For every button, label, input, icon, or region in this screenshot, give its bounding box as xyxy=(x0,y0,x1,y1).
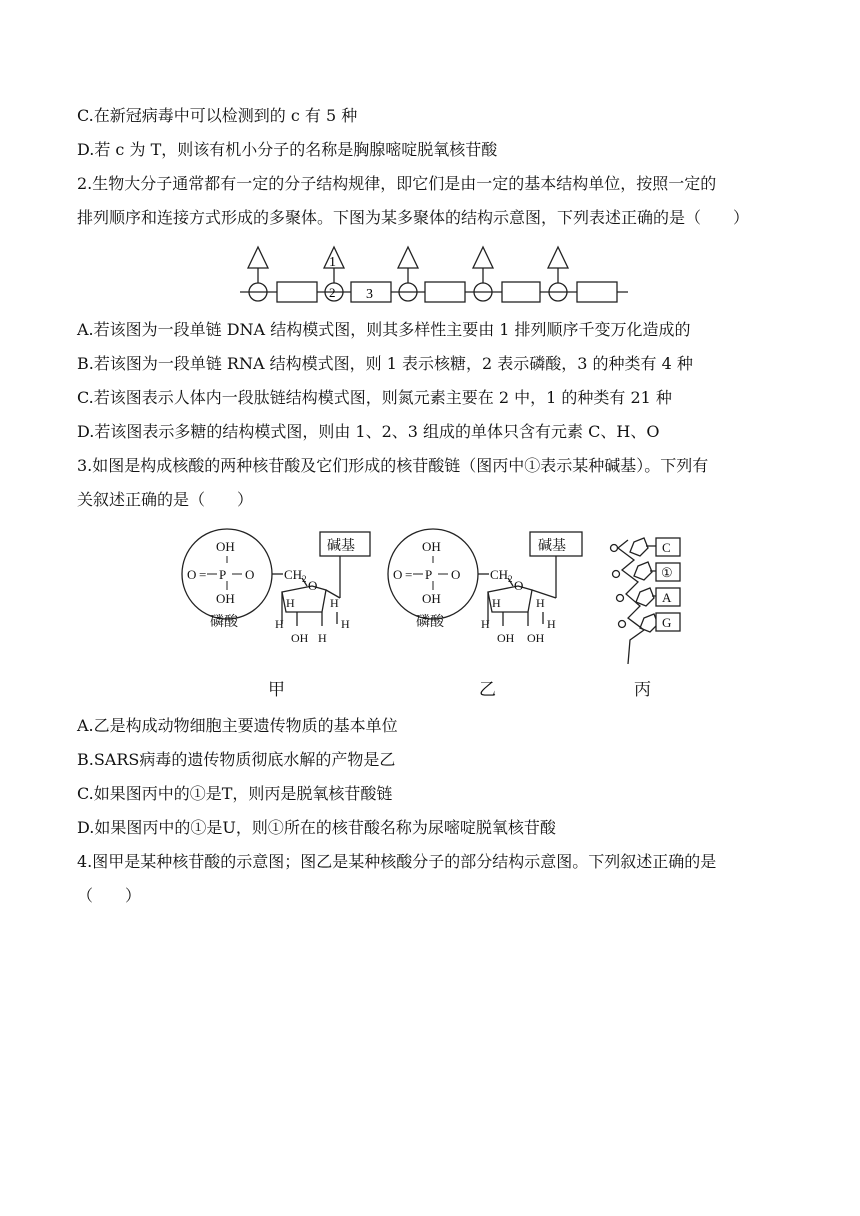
option-c-q1: C.在新冠病毒中可以检测到的 c 有 5 种 xyxy=(77,106,358,125)
svg-text:H: H xyxy=(318,631,327,645)
svg-text:H: H xyxy=(330,596,339,610)
option-a-q3: A.乙是构成动物细胞主要遗传物质的基本单位 xyxy=(77,716,398,735)
svg-text:OH: OH xyxy=(216,591,235,606)
svg-text:=: = xyxy=(199,567,207,582)
svg-text:CH: CH xyxy=(284,567,303,582)
svg-text:P: P xyxy=(219,567,227,582)
option-b-q2: B.若该图为一段单链 RNA 结构模式图，则 1 表示核糖，2 表示磷酸，3 的种类有 4 种 xyxy=(77,354,693,373)
phosphate-label: 磷酸 xyxy=(210,615,238,630)
base-a: A xyxy=(662,590,672,605)
svg-text:=: = xyxy=(405,567,413,582)
option-d-q2: D.若该图表示多糖的结构模式图，则由 1、2、3 组成的单体只含有元素 C、H、O xyxy=(77,422,660,441)
svg-text:OH: OH xyxy=(422,539,441,554)
question-4-stem: 4.图甲是某种核苷酸的示意图；图乙是某种核酸分子的部分结构示意图。下列叙述正确的是 xyxy=(77,852,717,871)
base-label: 碱基 xyxy=(327,539,355,554)
svg-text:O: O xyxy=(393,567,403,582)
option-b-q3: B.SARS病毒的遗传物质彻底水解的产物是乙 xyxy=(77,750,396,769)
caption-yi: 乙 xyxy=(479,680,496,699)
svg-text:OH: OH xyxy=(527,631,545,645)
svg-text:CH: CH xyxy=(490,567,509,582)
base-1: ① xyxy=(661,565,673,580)
question-3-stem: 3.如图是构成核酸的两种核苷酸及它们形成的核苷酸链（图丙中①表示某种碱基）。下列有 xyxy=(77,456,709,475)
question-2-stem-cont: 排列顺序和连接方式形成的多聚体。下图为某多聚体的结构示意图，下列表述正确的是（ ） xyxy=(77,208,750,227)
svg-text:H: H xyxy=(275,617,284,631)
svg-text:O: O xyxy=(308,578,318,593)
svg-text:H: H xyxy=(341,617,350,631)
phosphate-label: 磷酸 xyxy=(416,615,444,630)
svg-text:O: O xyxy=(451,567,461,582)
label-1: 1 xyxy=(329,255,336,270)
svg-text:H: H xyxy=(492,596,501,610)
label-3: 3 xyxy=(366,287,373,302)
svg-text:O: O xyxy=(514,578,524,593)
base-c: C xyxy=(662,540,671,555)
question-2-stem: 2.生物大分子通常都有一定的分子结构规律，即它们是由一定的基本结构单位，按照一定的 xyxy=(77,174,717,193)
svg-text:OH: OH xyxy=(291,631,309,645)
svg-text:OH: OH xyxy=(422,591,441,606)
question-3-stem-cont: 关叙述正确的是（ ） xyxy=(77,490,254,509)
svg-text:P: P xyxy=(425,567,433,582)
option-a-q2: A.若该图为一段单链 DNA 结构模式图，则其多样性主要由 1 排列顺序千变万化造成的 xyxy=(77,320,691,339)
svg-text:H: H xyxy=(547,617,556,631)
label-2: 2 xyxy=(329,285,336,300)
option-c-q2: C.若该图表示人体内一段肽链结构模式图，则氮元素主要在 2 中，1 的种类有 21 种 xyxy=(77,388,672,407)
question-4-bracket: （ ） xyxy=(77,886,142,905)
caption-bing: 丙 xyxy=(634,680,651,699)
svg-text:2: 2 xyxy=(508,574,513,584)
option-d-q3: D.如果图丙中的①是U，则①所在的核苷酸名称为尿嘧啶脱氧核苷酸 xyxy=(77,818,556,837)
svg-text:2: 2 xyxy=(302,574,307,584)
svg-text:O: O xyxy=(187,567,197,582)
svg-text:H: H xyxy=(286,596,295,610)
svg-text:H: H xyxy=(481,617,490,631)
svg-text:OH: OH xyxy=(216,539,235,554)
base-g: G xyxy=(662,615,672,630)
svg-text:O: O xyxy=(245,567,255,582)
svg-text:H: H xyxy=(536,596,545,610)
svg-text:OH: OH xyxy=(497,631,515,645)
option-c-q3: C.如果图丙中的①是T，则丙是脱氧核苷酸链 xyxy=(77,784,393,803)
option-d-q1: D.若 c 为 T，则该有机小分子的名称是胸腺嘧啶脱氧核苷酸 xyxy=(77,140,498,159)
base-label: 碱基 xyxy=(538,539,566,554)
caption-jia: 甲 xyxy=(268,680,285,699)
